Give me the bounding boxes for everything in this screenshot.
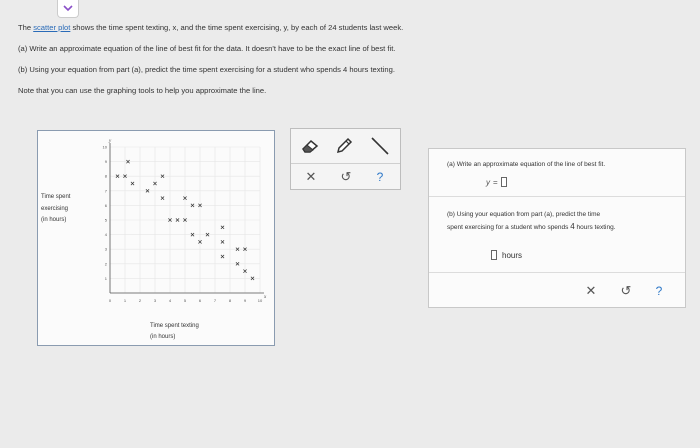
answer-divider-1 <box>429 196 685 197</box>
answer-undo-button[interactable] <box>615 280 637 302</box>
y-tick-label: 3 <box>104 246 107 252</box>
scatter-plot-svg[interactable] <box>38 131 276 347</box>
x-axis-label-1: Time spent texting <box>150 323 199 329</box>
scatter-plot-link[interactable]: scatter plot <box>33 23 71 32</box>
data-point <box>161 197 164 200</box>
answer-clear-button[interactable] <box>580 280 602 302</box>
equation-row <box>486 177 507 187</box>
part-b-line1: (b) Using your equation from part (a), predict the time <box>447 211 601 218</box>
x-tick-label: 5 <box>183 298 187 303</box>
y-tick-label: 9 <box>104 159 107 165</box>
eraser-icon <box>300 138 320 154</box>
intro-text: The <box>18 23 34 32</box>
hours-unit: hours <box>502 250 523 260</box>
part-b-number: 4 <box>570 222 575 231</box>
problem-note: Note that you can use the graphing tools to help you approximate the line. <box>18 86 267 95</box>
y-tick-label: 8 <box>104 173 107 179</box>
problem-part-b: (b) Using your equation from part (a), predict the time spent exercising for a student who spends 4 hours texting. <box>18 65 395 74</box>
x-axis-label-2: (in hours) <box>150 334 176 340</box>
x-tick-label: 9 <box>243 298 247 303</box>
eq-equals: = <box>493 177 498 187</box>
problem-part-a: (a) Write an approximate equation of the line of best fit for the data. It doesn't have to be the exact line of best fit. <box>18 44 396 53</box>
y-tick-label: 7 <box>104 188 107 194</box>
data-point <box>221 240 224 243</box>
graphing-tools <box>290 128 401 190</box>
x-axis-letter: x <box>264 295 267 300</box>
y-axis-label-1: Time spent <box>41 194 71 200</box>
part-b-line2: spent exercising for a student who spends <box>447 224 571 231</box>
y-tick-label: 6 <box>104 202 107 208</box>
plot-axes <box>110 143 264 293</box>
graph-undo-button[interactable] <box>335 166 357 188</box>
y-axis-letter: y <box>109 139 112 144</box>
problem-statement <box>18 22 688 106</box>
help-icon: ? <box>655 284 663 298</box>
answer-divider-2 <box>429 272 685 273</box>
answer-help-button[interactable] <box>648 280 670 302</box>
data-point <box>131 182 134 185</box>
part-b-line2-end: hours texting. <box>574 224 616 231</box>
problem-intro <box>18 22 688 33</box>
hours-input[interactable] <box>491 250 497 260</box>
y-tick-label: 10 <box>102 144 107 150</box>
undo-icon: ↺ <box>340 169 352 184</box>
x-tick-label: 0 <box>108 298 112 303</box>
y-tick-label: 1 <box>104 275 107 281</box>
answer-actions-row <box>559 280 669 304</box>
undo-icon: ↺ <box>620 283 632 298</box>
x-tick-label: 7 <box>213 298 217 303</box>
answer-part-b-label <box>447 209 682 234</box>
line-tool[interactable] <box>369 135 391 157</box>
x-tick-label: 10 <box>257 298 263 303</box>
y-tick-label: 2 <box>104 261 107 267</box>
line-tool-icon <box>369 135 391 157</box>
pencil-tool[interactable] <box>333 135 355 157</box>
x-tick-label: 2 <box>138 298 142 303</box>
y-tick-label: 5 <box>104 217 107 223</box>
intro-text-end: shows the time spent texting, x, and the time spent exercising, y, by each of 24 students last week. <box>70 23 404 32</box>
y-axis-label-3: (in hours) <box>41 217 67 223</box>
close-icon: ✕ <box>585 283 597 298</box>
close-icon: ✕ <box>305 169 317 184</box>
graph-help-button[interactable] <box>369 166 391 188</box>
answer-panel <box>428 148 686 308</box>
plot-ticks <box>103 145 263 304</box>
help-icon: ? <box>376 170 384 184</box>
eraser-tool[interactable] <box>299 135 321 157</box>
answer-part-a-label: (a) Write an approximate equation of the line of best fit. <box>447 161 606 168</box>
x-tick-label: 1 <box>123 298 127 303</box>
data-point <box>221 255 224 258</box>
pencil-icon <box>334 136 354 156</box>
x-tick-label: 6 <box>198 298 202 303</box>
hours-answer-row <box>491 250 522 260</box>
equation-input[interactable] <box>501 177 507 187</box>
x-tick-label: 8 <box>228 298 232 303</box>
data-point <box>221 226 224 229</box>
graph-actions-row <box>291 164 400 190</box>
y-tick-label: 4 <box>104 232 107 238</box>
y-axis-label-2: exercising <box>41 206 69 212</box>
scatter-plot-graph[interactable] <box>37 130 275 346</box>
x-tick-label: 3 <box>153 298 157 303</box>
graph-clear-button[interactable] <box>300 166 322 188</box>
x-tick-label: 4 <box>168 298 172 303</box>
drawing-tools-row <box>291 129 400 163</box>
eq-lhs: y <box>486 177 490 187</box>
collapse-button[interactable] <box>57 0 79 18</box>
chevron-down-icon <box>63 5 73 12</box>
